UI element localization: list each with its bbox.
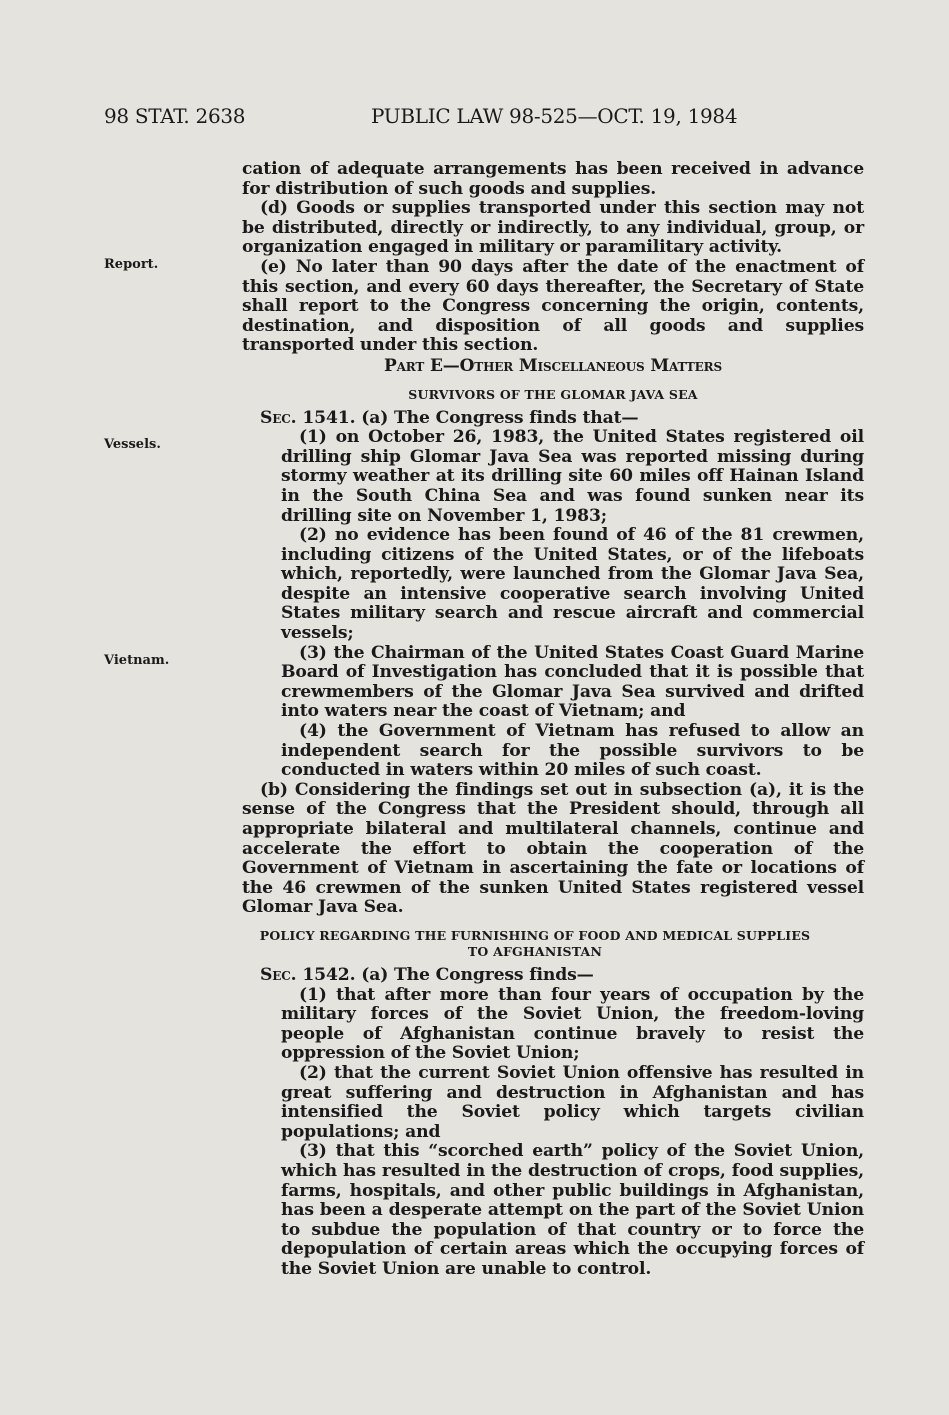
section-heading-1541: SURVIVORS OF THE GLOMAR JAVA SEA [408,386,698,402]
finding-1541-1: (1) on October 26, 1983, the United States registered oil drilling ship Glomar Java Sea was reported missing during stormy weather at its drilling site 60 miles off Hainan Island in the South China Sea and was found sunken near its drilling site on November 1, 1983; [281,427,864,526]
margin-note-report: Report. [104,257,159,272]
section-1541-intro [242,409,864,429]
section-heading-1542-line1: POLICY REGARDING THE FURNISHING OF FOOD AND MEDICAL SUPPLIES [259,927,811,943]
subsection-1541-b: (b) Considering the findings set out in subsection (a), it is the sense of the Congress that the President should, through all appropriate bilateral and multilateral channels, continue and accelerate the effort to obtain the cooperation of the Government of Vietnam in ascertaining the fate or locations of the 46 crewmen of the sunken United States registered vessel Glomar Java Sea. [242,779,864,918]
body-text [242,160,864,1279]
page-running-title: PUBLIC LAW 98-525—OCT. 19, 1984 [371,104,738,128]
page-stat-number: 98 STAT. 2638 [104,104,246,128]
finding-1541-3: (3) the Chairman of the United States Coast Guard Marine Board of Investigation has concluded that it is possible that crewmembers of the Glomar Java Sea survived and drifted into waters near the coast of Vietnam; and [281,642,864,722]
finding-1542-1: (1) that after more than four years of occupation by the military forces of the Soviet Union, the freedom-loving people of Afghanistan continue bravely to resist the oppression of the Soviet Union; [281,984,864,1064]
finding-1542-3: (3) that this “scorched earth” policy of the Soviet Union, which has resulted in the destruction of crops, food supplies, farms, hospitals, and other public buildings in Afghanistan, has been a desperate attempt on the part of the Soviet Union to subdue the population of that country or to force the depopulation of certain areas which the occupying forces of the Soviet Union are unable to control. [281,1141,864,1279]
section-label: Sec [260,407,291,428]
section-heading-1542-line2: TO AFGHANISTAN [467,943,603,959]
section-intro-text: . 1542. (a) The Congress finds— [290,964,594,985]
paragraph-continuation: cation of adequate arrangements has been received in advance for distribution of such goods and supplies. [242,159,864,199]
part-heading: Part E—Other Miscellaneous Matters [384,355,722,376]
paragraph-subsection-d: (d) Goods or supplies transported under this section may not be distributed, directly or indirectly, to any individual, group, or organization engaged in military or paramilitary activity. [242,198,864,258]
section-label: Sec [260,964,291,985]
finding-1542-2: (2) that the current Soviet Union offensive has resulted in great suffering and destruction in Afghanistan and has intensified the Soviet policy which targets civilian populations; and [281,1062,864,1142]
paragraph-subsection-e: (e) No later than 90 days after the date of the enactment of this section, and every 60 days thereafter, the Secretary of State shall report to the Congress concerning the origin, contents, destination, and disposition of all goods and supplies transported under this section. [242,256,864,356]
finding-1541-4: (4) the Government of Vietnam has refused to allow an independent search for the possible survivors to be conducted in waters within 20 miles of such coast. [281,721,864,781]
section-intro-text: . 1541. (a) The Congress finds that— [290,407,639,428]
margin-note-vietnam: Vietnam. [104,653,170,668]
finding-1541-2: (2) no evidence has been found of 46 of the 81 crewmen, including citizens of the United States, or of the lifeboats which, reportedly, were launched from the Glomar Java Sea, despite an intensive cooperative search involving United States military search and rescue aircraft and commercial vessels; [281,525,864,644]
margin-note-vessels: Vessels. [104,437,161,452]
section-1542-intro [242,966,864,986]
section-heading-1542 [198,928,872,960]
